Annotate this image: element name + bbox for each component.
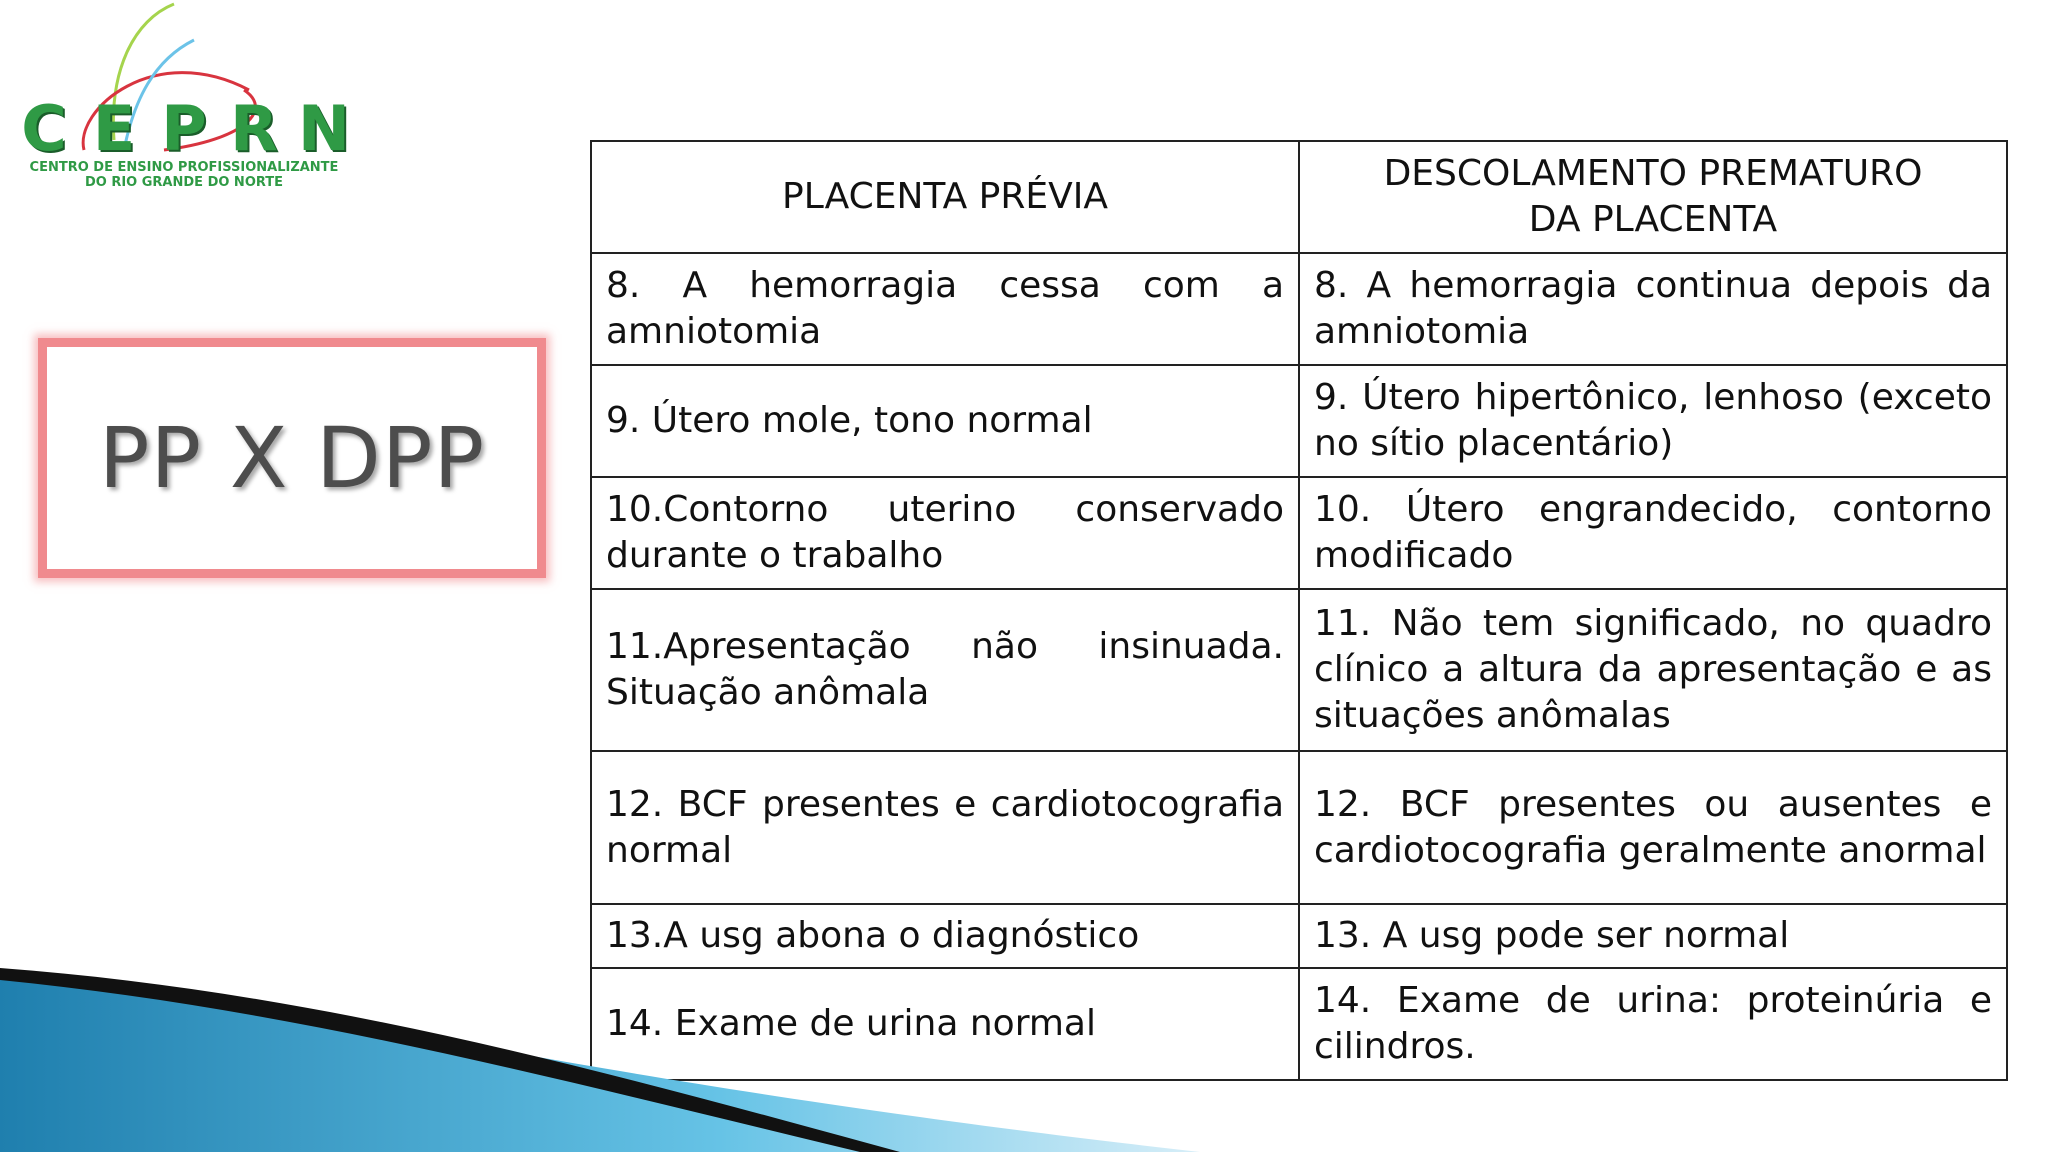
cell-pp: 8. A hemorragia cessa com a amniotomia: [591, 253, 1299, 365]
cell-dpp: 8. A hemorragia continua depois da amniotomia: [1299, 253, 2007, 365]
logo: [14, 0, 354, 200]
table-row: [591, 751, 2007, 904]
logo-subtitle-line1: CENTRO DE ENSINO PROFISSIONALIZANTE: [29, 160, 339, 175]
title-box: [38, 338, 546, 578]
table-row: [591, 365, 2007, 477]
cell-dpp: 13. A usg pode ser normal: [1299, 904, 2007, 968]
cell-dpp: 12. BCF presentes ou ausentes e cardiotocografia geralmente anormal: [1299, 751, 2007, 904]
header-descolamento: DESCOLAMENTO PREMATURO DA PLACENTA: [1299, 141, 2007, 253]
decorative-swoosh: [0, 940, 1200, 1152]
cell-dpp: 10. Útero engrandecido, contorno modificado: [1299, 477, 2007, 589]
table-row: [591, 477, 2007, 589]
header-placenta-previa: PLACENTA PRÉVIA: [591, 141, 1299, 253]
logo-wordmark: [14, 92, 354, 165]
cell-pp: 10.Contorno uterino conservado durante o trabalho: [591, 477, 1299, 589]
cell-pp: 14. Exame de urina normal: [591, 968, 1299, 1080]
logo-subtitle-line2: DO RIO GRANDE DO NORTE: [84, 175, 284, 190]
cell-pp: 9. Útero mole, tono normal: [591, 365, 1299, 477]
cell-dpp: 11. Não tem significado, no quadro clínico a altura da apresentação e as situações anômalas: [1299, 589, 2007, 751]
logo-letter: R: [230, 92, 278, 165]
cell-pp: 13.A usg abona o diagnóstico: [591, 904, 1299, 968]
cell-dpp: 14. Exame de urina: proteinúria e cilindros.: [1299, 968, 2007, 1080]
table-row: [591, 589, 2007, 751]
table-row: [591, 253, 2007, 365]
cell-pp: 11.Apresentação não insinuada. Situação anômala: [591, 589, 1299, 751]
logo-letter: C: [21, 92, 67, 165]
logo-letter: P: [161, 92, 207, 165]
cell-dpp: 9. Útero hipertônico, lenhoso (exceto no sítio placentário): [1299, 365, 2007, 477]
logo-letter: E: [92, 92, 136, 165]
table-header-row: [591, 141, 2007, 253]
cell-pp: 12. BCF presentes e cardiotocografia normal: [591, 751, 1299, 904]
slide-title: PP X DPP: [98, 409, 486, 507]
logo-letter: N: [298, 92, 350, 165]
